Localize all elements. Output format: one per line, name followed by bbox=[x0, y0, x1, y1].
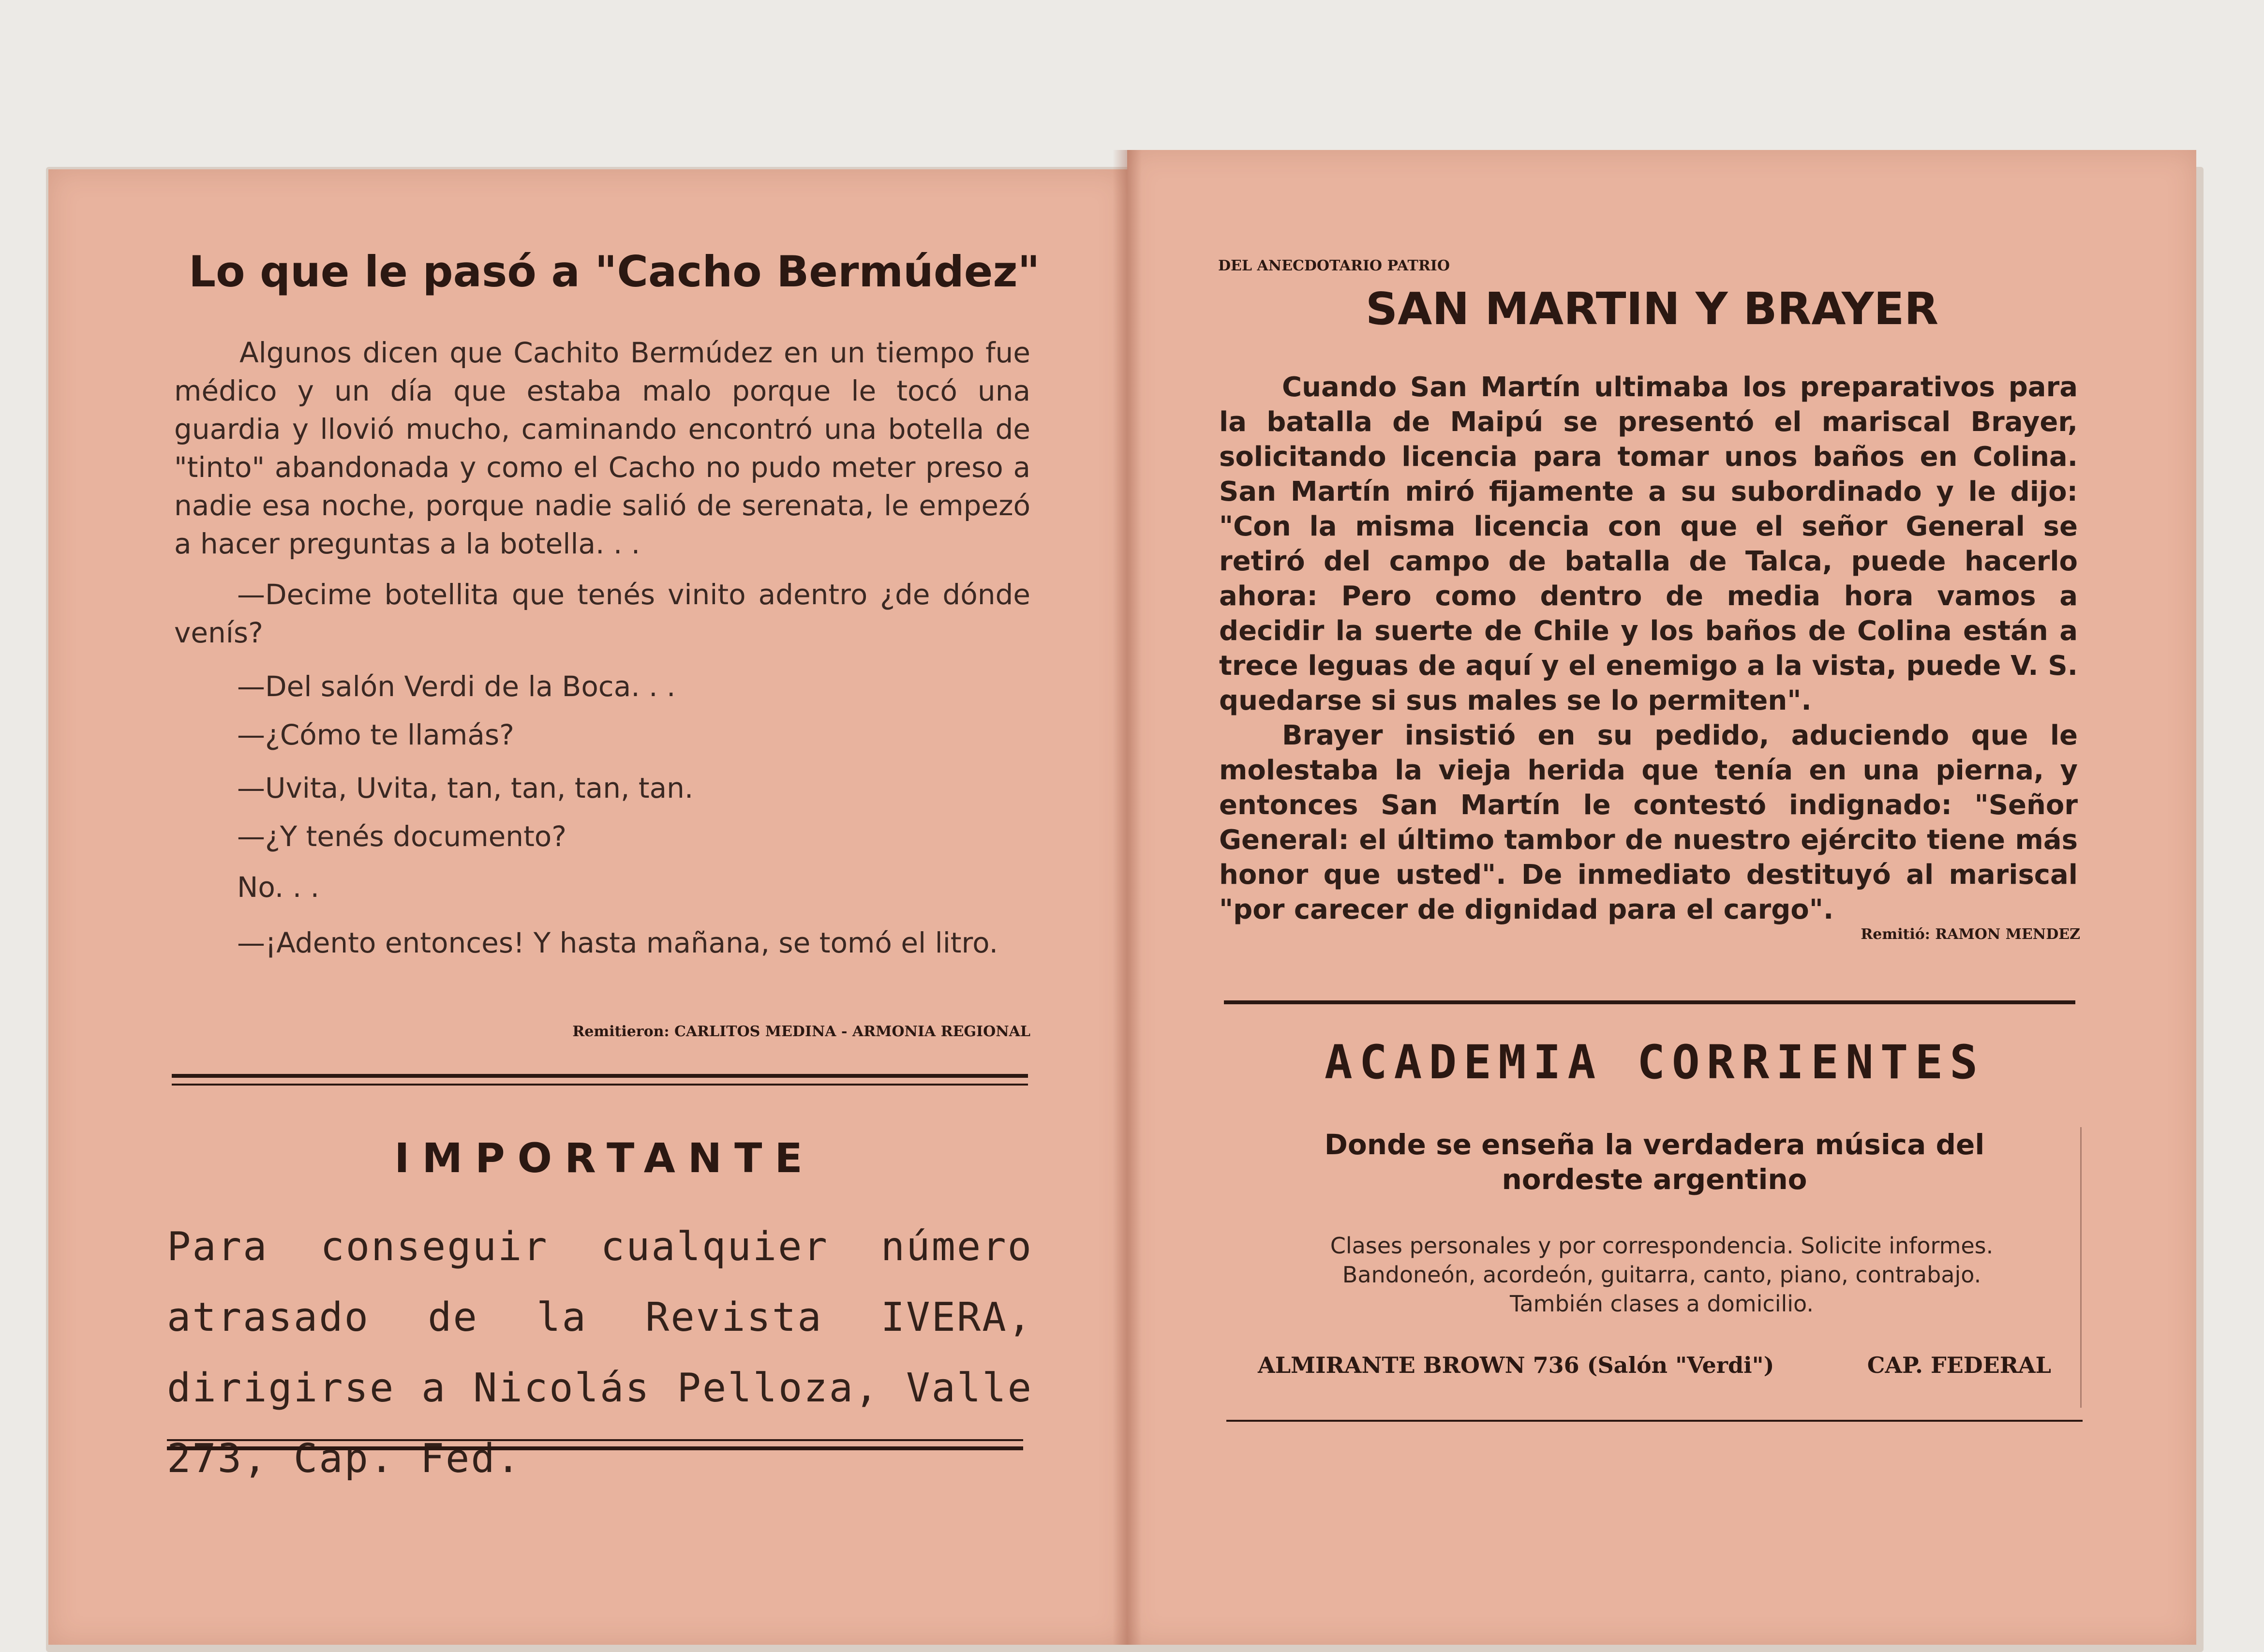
anecdote-credit: Remitió: RAMON MENDEZ bbox=[1861, 926, 2080, 943]
story-title: Lo que le pasó a "Cacho Bermúdez" bbox=[189, 247, 1040, 297]
dialog-line: —Uvita, Uvita, tan, tan, tan, tan. bbox=[237, 772, 694, 804]
anecdote-paragraph: Brayer insistió en su pedido, aduciendo que le molestaba la vieja herida que tenía en una pierna, y entonces San Martín le contestó indignado: "Señor General: el último tambor de nuestro ejército tiene más honor que usted". De inmediato destituyó al mariscal "por carecer de dignidad para el cargo". bbox=[1219, 720, 2078, 925]
academy-name: ACADEMIA CORRIENTES bbox=[1324, 1035, 1985, 1089]
dialog-line: —¡Adento entonces! Y hasta mañana, se tomó el litro. bbox=[237, 926, 998, 959]
academy-city: CAP. FEDERAL bbox=[1867, 1352, 2051, 1378]
section-label: DEL ANECDOTARIO PATRIO bbox=[1218, 257, 1450, 274]
divider bbox=[167, 1439, 1023, 1441]
story-intro: Algunos dicen que Cachito Bermúdez en un tiempo fue médico y un día que estaba malo porque le tocó una guardia y llovió mucho, caminando encontró una botella de "tinto" abandonada y como el Cacho no pudo meter preso a nadie esa noche, porque nadie salió de serenata, le empezó a hacer preguntas a la botella. . . bbox=[174, 336, 1030, 560]
divider bbox=[172, 1074, 1028, 1078]
dialog-line: —Decime botellita que tenés vinito adentro ¿de dónde venís? bbox=[174, 578, 1030, 649]
anecdote-body bbox=[1219, 370, 2078, 927]
divider bbox=[172, 1084, 1028, 1086]
academy-detail-line: También clases a domicilio. bbox=[1510, 1291, 1814, 1317]
notice-body: Para conseguir cualquier número atrasado de la Revista IVERA, dirigirse a Nicolás Pelloza, Valle 273, Cap. Fed. bbox=[167, 1224, 1033, 1482]
academy-subtitle: Donde se enseña la verdadera música del nordeste argentino bbox=[1324, 1128, 1985, 1196]
story-credit: Remitieron: CARLITOS MEDINA - ARMONIA REGIONAL bbox=[572, 1023, 1030, 1040]
academy-detail-line: Clases personales y por correspondencia. Solicite informes. bbox=[1330, 1233, 1994, 1259]
dialog-line: —Del salón Verdi de la Boca. . . bbox=[237, 670, 676, 703]
divider bbox=[167, 1446, 1023, 1450]
anecdote-paragraph: Cuando San Martín ultimaba los preparativos para la batalla de Maipú se presentó el mariscal Brayer, solicitando licencia para tomar unos baños en Colina. San Martín miró fijamente a su subordinado y le dijo: "Con la misma licencia con que el señor General se retiró del campo de batalla de Talca, puede hacerlo ahora: Pero como dentro de media hora vamos a decidir la suerte de Chile y los baños de Colina están a trece leguas de aquí y el enemigo a la vista, puede V. S. quedarse si sus males se lo permiten". bbox=[1219, 372, 2078, 716]
academy-details bbox=[1234, 1231, 2090, 1318]
divider bbox=[1226, 1420, 2083, 1422]
notice-title: IMPORTANTE bbox=[394, 1134, 815, 1182]
divider bbox=[1224, 1000, 2075, 1004]
academy-address: ALMIRANTE BROWN 736 (Salón "Verdi") bbox=[1258, 1352, 1774, 1378]
ad-box-edge bbox=[2080, 1127, 2082, 1408]
dialog-line: No. . . bbox=[237, 871, 320, 904]
dialog-line: —¿Y tenés documento? bbox=[237, 820, 567, 853]
book-spine bbox=[1113, 150, 1142, 1645]
anecdote-title: SAN MARTIN Y BRAYER bbox=[1365, 283, 1939, 335]
academy-detail-line: Bandoneón, acordeón, guitarra, canto, piano, contrabajo. bbox=[1342, 1262, 1981, 1288]
dialog-line: —¿Cómo te llamás? bbox=[237, 718, 514, 751]
